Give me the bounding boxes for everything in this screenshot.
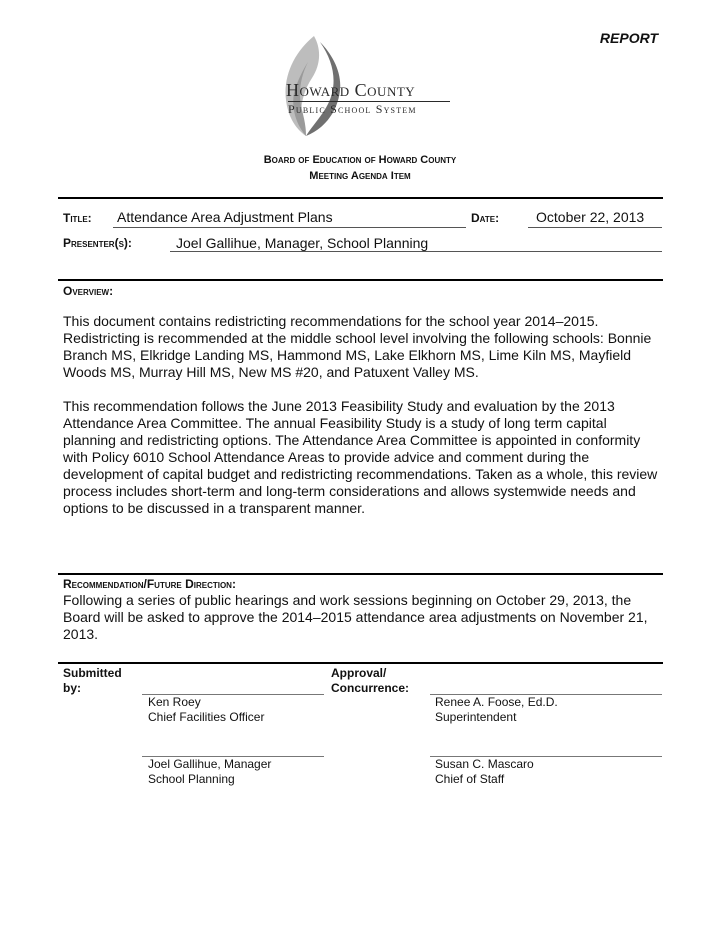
submitted-label-line2: by: (63, 681, 81, 695)
signatory-title: Chief of Staff (435, 772, 505, 786)
signatory-title: Superintendent (435, 710, 517, 724)
date-label: Date: (471, 211, 500, 225)
signature-rule (58, 662, 663, 664)
overview-rule (58, 279, 663, 281)
top-rule (58, 197, 663, 199)
board-line2: Meeting Agenda Item (309, 170, 411, 182)
signatory-ken-roey (148, 695, 264, 725)
report-label: REPORT (599, 30, 658, 46)
signatory-name: Susan C. Mascaro (435, 757, 534, 771)
recommendation-text: Following a series of public hearings and work sessions beginning on October 29, 2013, the Board will be asked to approve the 2014–2015 attendance area adjustments on November 21, 2013. (63, 592, 648, 642)
presenter-label: Presenter(s): (63, 236, 132, 250)
presenter-value: Joel Gallihue, Manager, School Planning (176, 235, 429, 251)
hcpss-logo (272, 32, 462, 138)
date-value: October 22, 2013 (536, 209, 645, 225)
overview-paragraph-1: This document contains redistricting recommendations for the school year 2014–2015. Redistricting is recommended at the middle school level involving the following schools: Bonnie Branch MS, Elkridge Landing MS, Hammond MS, Lake Elkhorn MS, Lime Kiln MS, Mayfield Woods MS, Murray Hill MS, New MS #20, and Patuxent Valley MS. (63, 313, 652, 380)
approval-label-line1: Approval/ (331, 666, 387, 680)
title-value: Attendance Area Adjustment Plans (117, 209, 333, 225)
signatory-renee-foose (435, 695, 558, 725)
signatory-title: Chief Facilities Officer (148, 710, 265, 724)
approval-label-line2: Concurrence: (331, 681, 410, 695)
recommendation-heading: Recommendation/Future Direction: (63, 577, 236, 591)
logo-line2: Public School System (288, 102, 417, 116)
overview-body (63, 313, 663, 534)
signatory-joel-gallihue (148, 757, 271, 787)
submitted-label (63, 666, 122, 696)
board-line1: Board of Education of Howard County (263, 154, 457, 166)
date-underline (528, 227, 662, 228)
signatory-susan-mascaro (435, 757, 534, 787)
recommendation-rule (58, 573, 663, 575)
overview-heading: Overview: (63, 284, 114, 298)
signatory-name: Joel Gallihue, Manager (148, 757, 272, 771)
title-underline (113, 227, 466, 228)
logo-line1: Howard County (286, 80, 416, 100)
signatory-name: Renee A. Foose, Ed.D. (435, 695, 558, 709)
signatory-name: Ken Roey (148, 695, 201, 709)
title-label: Title: (63, 211, 92, 225)
approval-label (331, 666, 409, 696)
board-heading (0, 152, 720, 184)
submitted-label-line1: Submitted (63, 666, 122, 680)
overview-paragraph-2: This recommendation follows the June 2013 Feasibility Study and evaluation by the 2013 Attendance Area Committee. The annual Feasibility Study is a study of long term capital planning and redistricting options. The Attendance Area Committee is appointed in conformity with Policy 6010 School Attendance Areas to provide advice and comment during the development of capital budget and redistricting recommendations. Taken as a whole, this review process includes short-term and long-term considerations and allows systemwide needs and options to be discussed in a transparent manner. (63, 398, 658, 516)
presenter-underline (170, 251, 662, 252)
signatory-title: School Planning (148, 772, 235, 786)
